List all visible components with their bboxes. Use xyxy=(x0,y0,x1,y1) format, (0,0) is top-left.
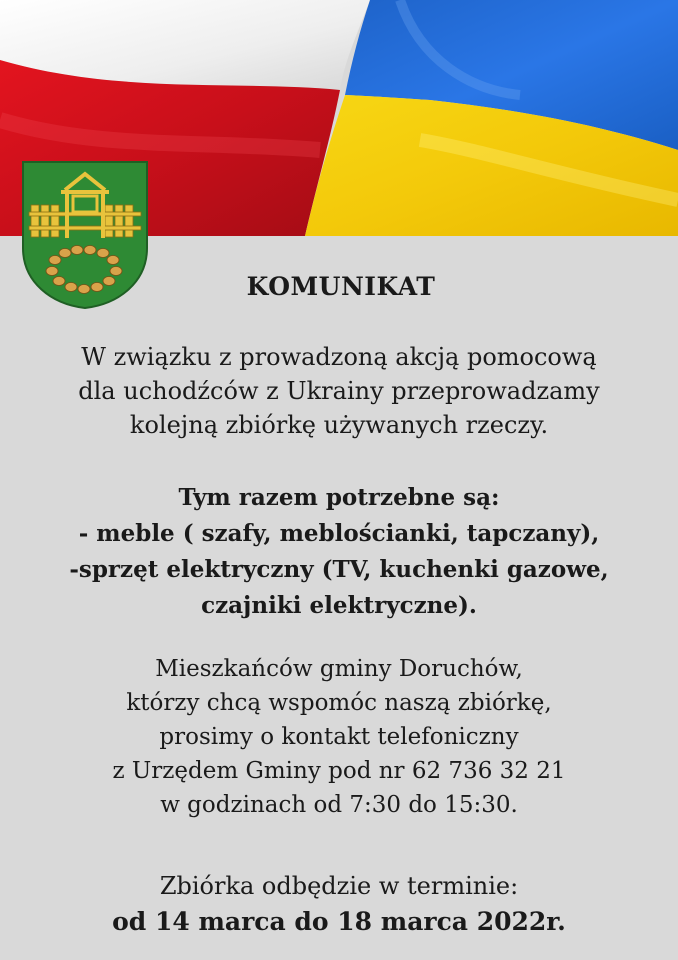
needs-item: - meble ( szafy, meblościanki, tapczany), xyxy=(78,520,600,547)
contact-paragraph xyxy=(10,652,668,822)
contact-hours-line: w godzinach od 7:30 do 15:30. xyxy=(160,792,518,818)
needs-heading: Tym razem potrzebne są: xyxy=(178,484,500,511)
intro-line: W związku z prowadzoną akcją pomocową xyxy=(81,343,597,371)
intro-paragraph xyxy=(10,340,668,442)
needs-paragraph xyxy=(10,480,668,624)
needs-item: czajniki elektryczne). xyxy=(201,592,477,619)
needs-item: -sprzęt elektryczny (TV, kuchenki gazowe, xyxy=(69,556,609,583)
announcement-title xyxy=(0,272,678,301)
intro-line: kolejną zbiórkę używanych rzeczy. xyxy=(129,411,549,439)
schedule-paragraph xyxy=(10,868,668,940)
contact-line: którzy chcą wspomóc naszą zbiórkę, xyxy=(126,690,552,716)
schedule-label: Zbiórka odbędzie w terminie: xyxy=(159,872,519,900)
schedule-dates: od 14 marca do 18 marca 2022r. xyxy=(112,907,566,936)
contact-line: Mieszkańców gminy Doruchów, xyxy=(155,656,523,682)
title-text: KOMUNIKAT xyxy=(246,272,436,301)
intro-line: dla uchodźców z Ukrainy przeprowadzamy xyxy=(78,377,600,405)
contact-line: prosimy o kontakt telefoniczny xyxy=(159,724,519,750)
contact-phone-line: z Urzędem Gminy pod nr 62 736 32 21 xyxy=(112,758,566,784)
